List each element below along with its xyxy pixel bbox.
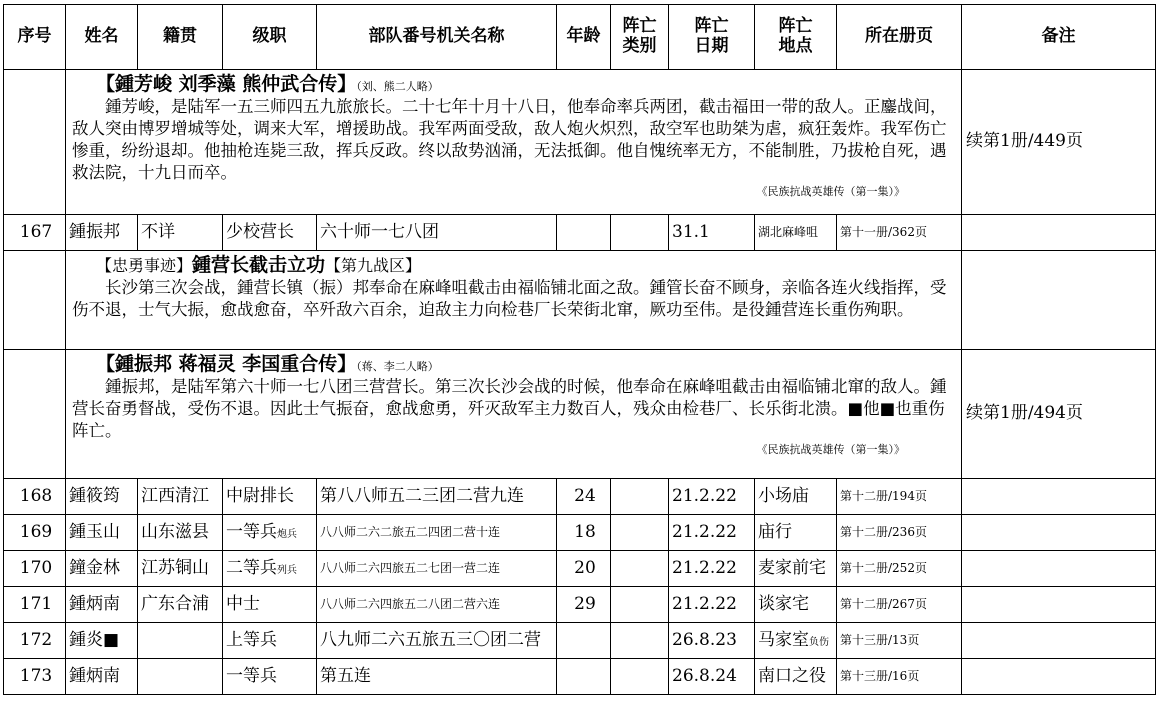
cell-death-place-text: 麦家前宅: [758, 557, 826, 578]
col-header-unit: 部队番号机关名称: [317, 5, 557, 70]
col-header-death-date: [669, 5, 755, 70]
table-row: [4, 551, 1156, 587]
cell-rank-text: 中士: [226, 593, 260, 614]
cell-remarks: [962, 587, 1156, 623]
cell-remarks: [962, 479, 1156, 515]
cell-name: 鍾炳南: [66, 659, 138, 695]
cell-death-place: [755, 587, 837, 623]
col-header-origin: 籍贯: [138, 5, 223, 70]
cell-register-page: 第十二册/236页: [837, 515, 962, 551]
cell-rank: [223, 587, 317, 623]
cell-register-page: 第十三册/16页: [837, 659, 962, 695]
cell-register-page: 第十三册/13页: [837, 623, 962, 659]
cell-casualty-type: [611, 515, 669, 551]
essay-text: 鍾振邦，是陆军第六十师一七八团三营营长。第三次长沙会战的时候，他奉命在麻峰咀截击由福临铺北窜的敌人。鍾营长奋勇督战，受伤不退。因此士气振奋，愈战愈勇，歼灭敌军主力数百人，残众由检巷厂、长乐街北溃。■他■也重伤阵亡。: [72, 376, 947, 440]
cell-rank: [223, 551, 317, 587]
cell-name: 鍾振邦: [66, 215, 138, 251]
cell-casualty-type: [611, 587, 669, 623]
cell-rank-text: 二等兵: [226, 557, 277, 578]
table-row: [4, 659, 1156, 695]
col-header-death-date-text: 阵亡日期: [694, 16, 729, 56]
cell-origin: [138, 623, 223, 659]
col-header-death-place-text: 阵亡地点: [778, 16, 813, 56]
cell-age: 20: [557, 551, 611, 587]
cell-remarks: [962, 215, 1156, 251]
cell-unit: 第八八师五二三团二营九连: [317, 479, 557, 515]
essay-note: （刘、熊二人略）: [356, 80, 439, 93]
cell-rank: [223, 515, 317, 551]
col-header-name: 姓名: [66, 5, 138, 70]
martyr-register-table: [3, 4, 1156, 695]
table-row: [4, 587, 1156, 623]
essay-text: 长沙第三次会战，鍾营长镇（振）邦奉命在麻峰咀截击由福临铺北面之敌。鍾管长奋不顾身，亲临各连火线指挥，受伤不退，士气大振，愈战愈奋，卒歼敌六百余，迫敌主力向检巷厂长荣街北窜，厥功至伟。是役鍾营连长重伤殉职。: [72, 277, 947, 319]
essay-note: 【第九战区】: [325, 256, 422, 275]
cell-death-place-text: 南口之役: [758, 665, 826, 686]
essay-block: [66, 251, 962, 350]
cell-unit: 六十师一七八团: [317, 215, 557, 251]
cell-rank: [223, 623, 317, 659]
cell-age: 29: [557, 587, 611, 623]
cell-death-place-text: 谈家宅: [758, 593, 809, 614]
cell-origin: 山东滋县: [138, 515, 223, 551]
cell-death-date: 21.2.22: [669, 587, 755, 623]
cell-death-place-text: 庙行: [758, 521, 792, 542]
cell-casualty-type: [611, 215, 669, 251]
cell-name: 鐘金林: [66, 551, 138, 587]
cell-age: [557, 659, 611, 695]
cell-death-date: 21.2.22: [669, 515, 755, 551]
cell-seq: 172: [4, 623, 66, 659]
cell-name: 鍾玉山: [66, 515, 138, 551]
essay-row: [4, 70, 1156, 215]
cell-death-place-text: 小场庙: [758, 485, 809, 506]
essay-source: 《民族抗战英雄传（第一集）》: [756, 442, 905, 456]
essay-spacer: [4, 350, 66, 479]
cell-death-place-text: 马家室: [758, 629, 809, 650]
cell-rank-note: 列兵: [277, 564, 297, 576]
cell-death-date: 21.2.22: [669, 479, 755, 515]
essay-row: [4, 350, 1156, 479]
cell-name: 鍾炎■: [66, 623, 138, 659]
cell-death-place: [755, 551, 837, 587]
cell-age: 18: [557, 515, 611, 551]
cell-casualty-type: [611, 551, 669, 587]
essay-source: 《民族抗战英雄传（第一集）》: [756, 184, 905, 198]
col-header-seq: 序号: [4, 5, 66, 70]
essay-prefix: 【忠勇事迹】: [96, 256, 193, 275]
cell-origin: 不详: [138, 215, 223, 251]
cell-death-place: 湖北麻峰咀: [755, 215, 837, 251]
essay-heading: [96, 354, 955, 376]
essay-heading: [96, 255, 955, 277]
cell-rank-text: 中尉排长: [226, 485, 294, 506]
table-row: [4, 479, 1156, 515]
cell-register-page: 第十二册/194页: [837, 479, 962, 515]
cell-remarks: [962, 623, 1156, 659]
table-row: [4, 215, 1156, 251]
col-header-register-page: 所在册页: [837, 5, 962, 70]
essay-text: 鍾芳峻，是陆军一五三师四五九旅旅长。二十七年十月十八日，他奉命率兵两团，截击福田一带的敌人。正鏖战间，敌人突由博罗增城等处，调来大军，增援助战。我军两面受敌，敌人炮火炽烈，敌空军也助桀为虐，疯狂轰炸。我军伤亡惨重，纷纷退却。他抽枪连毙三敌，挥兵反政。终以敌势汹涌，无法抵御。他自愧统率无方，不能制胜，乃拔枪自死，遇救法院，十九日而卒。: [72, 96, 947, 182]
cell-death-place: [755, 479, 837, 515]
cell-rank-note: 炮兵: [277, 528, 297, 540]
cell-casualty-type: [611, 623, 669, 659]
table-row: [4, 515, 1156, 551]
cell-origin: 江苏铜山: [138, 551, 223, 587]
essay-title: 鍾营长截击立功: [192, 254, 326, 276]
essay-block: [66, 70, 962, 215]
cell-death-date: 31.1: [669, 215, 755, 251]
cell-seq: 169: [4, 515, 66, 551]
cell-seq: 168: [4, 479, 66, 515]
cell-rank-text: 一等兵: [226, 665, 277, 686]
col-header-death-place: [755, 5, 837, 70]
cell-name: 鍾筱筠: [66, 479, 138, 515]
essay-row: [4, 251, 1156, 350]
essay-note: （蒋、李二人略）: [356, 360, 439, 373]
cell-origin: 广东合浦: [138, 587, 223, 623]
cell-death-date: 21.2.22: [669, 551, 755, 587]
cell-casualty-type: [611, 479, 669, 515]
essay-heading: [96, 74, 955, 96]
essay-spacer: [4, 70, 66, 215]
essay-remark: 续第1册/494页: [962, 350, 1156, 479]
cell-origin: 江西清江: [138, 479, 223, 515]
cell-death-date: 26.8.23: [669, 623, 755, 659]
essay-remark: 续第1册/449页: [962, 70, 1156, 215]
cell-register-page: 第十二册/252页: [837, 551, 962, 587]
header-row: [4, 5, 1156, 70]
cell-name: 鍾炳南: [66, 587, 138, 623]
cell-rank-text: 上等兵: [226, 629, 277, 650]
cell-remarks: [962, 551, 1156, 587]
cell-rank: [223, 479, 317, 515]
cell-casualty-type: [611, 659, 669, 695]
essay-title: 【鍾芳峻 刘季藻 熊仲武合传】: [96, 73, 357, 95]
cell-unit: 八九师二六五旅五三〇团二营: [317, 623, 557, 659]
cell-death-place: [755, 659, 837, 695]
cell-death-place-note: 负伤: [809, 636, 829, 648]
cell-death-place: [755, 515, 837, 551]
cell-seq: 170: [4, 551, 66, 587]
col-header-age: 年龄: [557, 5, 611, 70]
cell-seq: 171: [4, 587, 66, 623]
cell-rank: [223, 659, 317, 695]
cell-register-page: 第十二册/267页: [837, 587, 962, 623]
cell-age: [557, 215, 611, 251]
cell-death-place: [755, 623, 837, 659]
cell-remarks: [962, 515, 1156, 551]
cell-unit: 八八师二六四旅五二八团二营六连: [317, 587, 557, 623]
essay-remark: [962, 251, 1156, 350]
cell-seq: 173: [4, 659, 66, 695]
cell-unit: 八八师二六四旅五二七团一营二连: [317, 551, 557, 587]
cell-remarks: [962, 659, 1156, 695]
cell-register-page: 第十一册/362页: [837, 215, 962, 251]
col-header-casualty-type-text: 阵亡类别: [622, 16, 657, 56]
cell-age: [557, 623, 611, 659]
essay-spacer: [4, 251, 66, 350]
col-header-casualty-type: [611, 5, 669, 70]
essay-block: [66, 350, 962, 479]
col-header-rank: 级职: [223, 5, 317, 70]
cell-rank: [223, 215, 317, 251]
cell-unit: 八八师二六二旅五二四团二营十连: [317, 515, 557, 551]
col-header-remarks: 备注: [962, 5, 1156, 70]
essay-title: 【鍾振邦 蒋福灵 李国重合传】: [96, 353, 357, 375]
cell-seq: 167: [4, 215, 66, 251]
cell-origin: [138, 659, 223, 695]
cell-age: 24: [557, 479, 611, 515]
table-row: [4, 623, 1156, 659]
cell-unit: 第五连: [317, 659, 557, 695]
cell-death-date: 26.8.24: [669, 659, 755, 695]
cell-rank-text: 少校营长: [226, 221, 294, 242]
cell-rank-text: 一等兵: [226, 521, 277, 542]
